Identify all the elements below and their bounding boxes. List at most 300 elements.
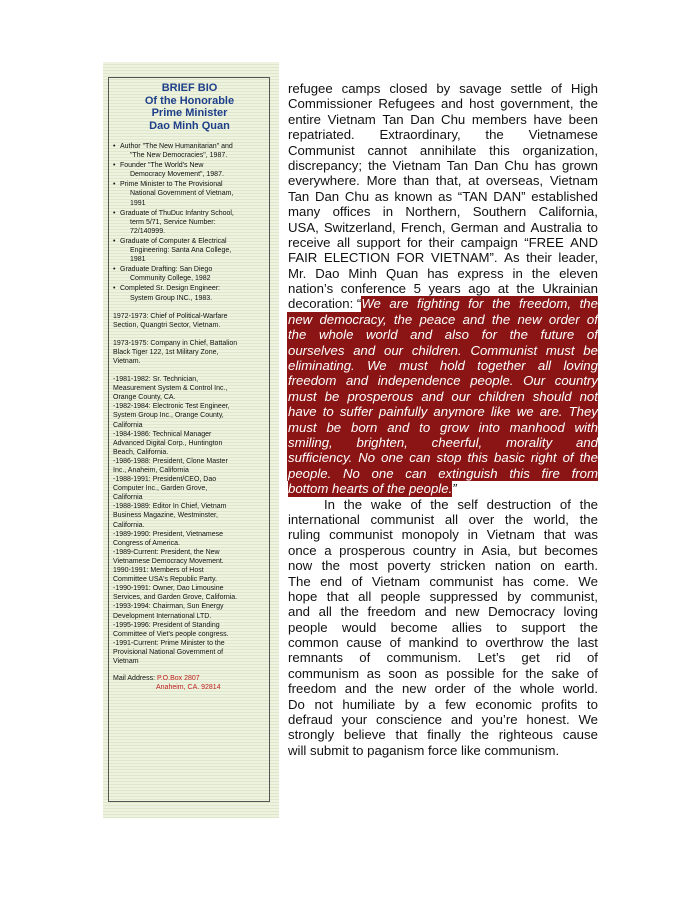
- word: the: [525, 665, 544, 681]
- word: the: [321, 558, 340, 574]
- career-entries: [113, 375, 266, 666]
- word: established: [531, 188, 598, 204]
- word: peace: [419, 311, 456, 327]
- word: now: [288, 558, 313, 574]
- quote-close: ”: [452, 481, 457, 497]
- word: but: [518, 542, 537, 558]
- word: we: [516, 404, 534, 420]
- bio-bullet-item: [113, 237, 266, 264]
- word: to: [419, 419, 431, 435]
- word: country: [412, 542, 457, 558]
- word: the: [485, 127, 504, 143]
- word: sake: [551, 665, 580, 681]
- word: remnants: [288, 650, 343, 666]
- bio-bullet-line: • Founder "The World's New: [120, 162, 204, 170]
- word: basic: [494, 450, 525, 466]
- word: the: [579, 619, 598, 635]
- word: overseas,: [485, 173, 544, 189]
- word: loving: [563, 358, 598, 374]
- word: of: [351, 573, 363, 589]
- career-entry-line: -1990-1991: Owner, Dao Limousine: [113, 585, 224, 593]
- paragraph-1-line: [288, 81, 598, 96]
- word: Mr.: [288, 265, 307, 281]
- quote-line: [287, 358, 598, 373]
- word: the: [504, 511, 524, 527]
- word: children.: [411, 342, 462, 358]
- word: fighting: [417, 296, 460, 312]
- paragraph-1-line: [288, 204, 598, 219]
- word: Asia,: [481, 542, 511, 558]
- word: people: [288, 619, 328, 635]
- word: California,: [538, 204, 598, 220]
- paragraph-1-line: [288, 112, 598, 127]
- word: all: [318, 604, 332, 620]
- career-entry-line: -1988-1989: Editor In Chief, Vietnam: [113, 503, 227, 511]
- word: fire: [541, 465, 560, 481]
- word: Vietnam: [486, 527, 535, 543]
- word: and: [353, 342, 376, 358]
- paragraph-2-line: [288, 666, 598, 681]
- career-entry-line: Committee of Viet's people congress.: [113, 630, 229, 638]
- word: the: [368, 157, 387, 173]
- bio-bullet-line: • Completed Sr. Design Engineer:: [120, 285, 220, 293]
- word: and: [462, 311, 485, 327]
- paragraph-2-line: [288, 712, 598, 727]
- word: of: [550, 81, 562, 96]
- word: Do: [288, 696, 305, 712]
- word: Chu: [441, 111, 466, 127]
- career-entry-line: Computer Inc., Garden Grove,: [113, 485, 208, 493]
- quote-intro-line: [288, 296, 598, 311]
- word: The: [288, 573, 311, 589]
- word: years: [428, 281, 461, 297]
- word: this: [467, 450, 489, 466]
- word: stricken: [440, 558, 486, 574]
- word: hold: [439, 358, 465, 374]
- word: and: [450, 712, 473, 728]
- word: ago: [468, 281, 491, 297]
- quote-text: [361, 296, 598, 311]
- word: DAN”: [493, 188, 526, 204]
- word: grown: [562, 157, 598, 173]
- word: the: [343, 496, 363, 512]
- bio-sidebar: [103, 62, 279, 818]
- career-entry-line: -1984-1986: Technical Manager: [113, 430, 212, 438]
- word: their: [428, 234, 455, 250]
- word: stop: [436, 450, 462, 466]
- word: Democracy: [488, 604, 555, 620]
- word: VIETNAM”.: [430, 250, 498, 266]
- quote-line: [287, 404, 598, 419]
- word: support: [521, 619, 566, 635]
- word: come.: [533, 573, 569, 589]
- word: destruction: [486, 496, 552, 512]
- career-entry-line: Congress of America.: [113, 539, 180, 547]
- word: be: [324, 388, 340, 404]
- word: mankind: [408, 635, 459, 651]
- career-line: Section, Quangtri Sector, Vietnam.: [113, 321, 221, 329]
- word: Vietnam: [549, 173, 598, 189]
- bio-bullet-line: 1981: [130, 256, 146, 264]
- bio-box: [108, 77, 270, 802]
- word: and: [575, 434, 598, 450]
- word: possible: [446, 665, 495, 681]
- quote-line: [287, 389, 598, 404]
- word: not: [314, 696, 333, 712]
- career-entry-line: California: [113, 494, 143, 502]
- word: that: [395, 727, 418, 743]
- word: Commissioner: [288, 96, 373, 112]
- word: We: [578, 573, 598, 589]
- career-line: Black Tiger 122, 1st Military Zone,: [113, 348, 219, 356]
- word: overthrow: [485, 635, 544, 651]
- word: Tan: [446, 157, 469, 173]
- word: members: [471, 111, 527, 127]
- word: smiling,: [288, 434, 333, 450]
- word: whole: [318, 327, 354, 343]
- career-entry-line: -1989-1990: President, Vietnamese: [113, 530, 223, 538]
- word: freedom: [367, 604, 416, 620]
- word: organization,: [522, 142, 598, 158]
- word: must: [545, 342, 575, 358]
- word: on: [540, 558, 555, 574]
- word: of: [473, 681, 485, 697]
- word: in: [382, 204, 394, 220]
- career-entry-line: Services, and Garden Grove, California.: [113, 594, 238, 602]
- word: to: [466, 635, 478, 651]
- word: and: [440, 96, 463, 112]
- word: known: [394, 188, 433, 204]
- word: painfully: [378, 404, 428, 420]
- word: in: [467, 527, 478, 543]
- word: that: [543, 527, 566, 543]
- career-line: 1973-1975: Company in Chief, Battalion: [113, 339, 238, 347]
- quote-line: [287, 373, 598, 388]
- word: like: [490, 404, 511, 420]
- word: No: [358, 450, 376, 466]
- word: “TAN: [457, 188, 488, 204]
- word: Chu: [504, 157, 529, 173]
- paragraph-1-line: [288, 266, 598, 281]
- word: cheerful,: [431, 434, 483, 450]
- career-entry-line: -1982-1984: Electronic Test Engineer,: [113, 403, 230, 411]
- career-entry-line: Beach, California.: [113, 448, 169, 456]
- paragraph-1-line: [288, 143, 598, 158]
- career-entry-line: -1995-1996: President of Standing: [113, 621, 220, 629]
- word: all: [537, 358, 552, 374]
- word: Chu: [344, 188, 370, 204]
- word: Northern,: [405, 204, 461, 220]
- career-entry-line: -1986-1988: President, Clone Master: [113, 457, 228, 465]
- word: and: [344, 681, 367, 697]
- word: become: [390, 619, 438, 635]
- word: all: [336, 234, 351, 250]
- bio-title-line: Dao Minh Quan: [149, 119, 230, 132]
- word: the: [393, 311, 413, 327]
- word: Our: [523, 373, 546, 389]
- word: communist: [429, 573, 494, 589]
- word: world.: [562, 681, 598, 697]
- word: government,: [500, 96, 574, 112]
- word: ruling: [288, 527, 321, 543]
- word: freedom,: [519, 296, 572, 312]
- word: as: [438, 188, 453, 204]
- word: order: [548, 311, 580, 327]
- word: nation’s: [288, 281, 334, 297]
- word: Dan: [314, 188, 340, 204]
- word: They: [568, 404, 598, 420]
- word: No: [342, 465, 360, 481]
- word: independence: [377, 373, 461, 389]
- word: Vietnam: [371, 573, 420, 589]
- word: order: [434, 681, 466, 697]
- mail-po-box: P.O.Box 2807: [156, 675, 200, 683]
- bio-bullet-line: • Graduate of ThuDuc Infantry School,: [120, 209, 234, 217]
- word: More: [366, 173, 397, 189]
- word: In: [324, 496, 335, 512]
- word: Tan: [288, 188, 310, 204]
- paragraph-2-line: [288, 497, 598, 512]
- paragraph-1-line: [288, 189, 598, 204]
- word: poverty: [387, 558, 431, 574]
- word: freedom: [288, 681, 337, 697]
- word: must: [288, 388, 317, 404]
- word: the: [579, 511, 598, 527]
- paragraph-2-line: [288, 635, 598, 650]
- main-article: [288, 81, 598, 758]
- bio-title: [113, 82, 266, 132]
- career-entry-line: Development International LTD.: [113, 612, 212, 620]
- career-entry-line: Orange County, CA.: [113, 394, 176, 402]
- word: together: [477, 358, 526, 374]
- word: as: [366, 665, 381, 681]
- word: of: [359, 650, 371, 666]
- bio-title-line: Prime Minister: [151, 107, 228, 119]
- word: hope: [288, 588, 318, 604]
- word: manhood: [509, 419, 565, 435]
- word: USA,: [288, 219, 319, 235]
- word: Dao: [315, 265, 340, 281]
- bio-title-line: BRIEF BIO: [161, 82, 218, 94]
- word: righteous: [498, 727, 553, 743]
- word: at: [497, 281, 509, 297]
- word: democracy,: [319, 311, 387, 327]
- word: over: [468, 511, 495, 527]
- word: and: [346, 373, 369, 389]
- word: and: [421, 388, 444, 404]
- word: been: [568, 111, 598, 127]
- word: Switzerland,: [323, 219, 396, 235]
- quote-line: [287, 435, 598, 450]
- quote-first-line: [361, 296, 598, 311]
- word: our: [451, 388, 471, 404]
- word: of: [586, 650, 598, 666]
- career-entry-line: California: [113, 421, 143, 429]
- word: sufficiency.: [288, 450, 353, 466]
- career-entry-line: -1993-1994: Chairman, Sun Energy: [113, 603, 224, 611]
- paragraph-1: [288, 81, 598, 296]
- word: cause: [562, 727, 598, 743]
- word: As: [504, 250, 520, 266]
- word: finally: [427, 727, 461, 743]
- word: Let’s: [477, 650, 506, 666]
- word: soon: [388, 665, 417, 681]
- word: refugee: [288, 81, 333, 96]
- word: profits: [541, 696, 578, 712]
- word: and: [288, 604, 311, 620]
- word: people.: [288, 465, 332, 481]
- word: the: [579, 96, 598, 112]
- word: you’re: [481, 712, 518, 728]
- bio-bullet-line: System Group INC., 1983.: [130, 294, 213, 302]
- word: strongly: [288, 727, 335, 743]
- word: into: [478, 419, 500, 435]
- word: world: [366, 327, 398, 343]
- word: anymore: [433, 404, 485, 420]
- paragraph-1-line: [288, 127, 598, 142]
- word: not: [579, 388, 598, 404]
- bio-bullet-line: Engineering: Santa Ana College,: [130, 247, 232, 255]
- career-entry-line: Committee USA's Republic Party.: [113, 576, 217, 584]
- word: campaign: [460, 234, 518, 250]
- word: can: [405, 465, 427, 481]
- word: last: [577, 635, 598, 651]
- bio-bullet-line: Democracy Movement", 1987.: [130, 171, 224, 179]
- word: communism: [288, 665, 360, 681]
- quote-line: [287, 312, 598, 327]
- word: also: [444, 327, 469, 343]
- quote-line: [287, 327, 598, 342]
- word: Ukrainian: [542, 281, 598, 297]
- word: be: [326, 419, 342, 435]
- word: leader,: [558, 250, 598, 266]
- word: of: [586, 311, 598, 327]
- word: humiliate: [342, 696, 396, 712]
- word: Vietnam: [327, 111, 376, 127]
- word: of: [562, 450, 574, 466]
- word: have: [288, 404, 317, 420]
- bio-bullet-item: [113, 180, 266, 207]
- word: all: [358, 588, 372, 604]
- word: by: [436, 81, 451, 96]
- word: prosperous: [347, 388, 414, 404]
- word: becomes: [544, 542, 598, 558]
- word: in: [463, 542, 474, 558]
- paragraph-2-line: [288, 681, 598, 696]
- word: one: [371, 465, 394, 481]
- word: from: [571, 465, 598, 481]
- highlighted-quote: [288, 312, 598, 481]
- word: and: [410, 327, 433, 343]
- word: Vietnamese: [528, 127, 598, 143]
- word: once: [288, 542, 317, 558]
- word: eleven: [559, 265, 598, 281]
- mail-city: Anaheim, CA. 92814: [156, 684, 221, 692]
- word: are: [389, 296, 409, 312]
- career-line: Vietnam.: [113, 357, 141, 365]
- word: discrepancy;: [288, 157, 363, 173]
- word: future: [540, 327, 575, 343]
- word: Communist: [288, 142, 355, 158]
- paragraph-2-line: [288, 558, 598, 573]
- word: than: [403, 173, 430, 189]
- paragraph-1-line: [288, 173, 598, 188]
- word: cannot: [367, 142, 408, 158]
- word: would: [341, 619, 377, 635]
- word: to: [586, 219, 598, 235]
- word: cause: [346, 635, 382, 651]
- word: communist,: [530, 588, 598, 604]
- word: their: [526, 250, 552, 266]
- word: loving: [563, 604, 598, 620]
- bio-achievements-list: [113, 142, 266, 303]
- word: end: [320, 573, 343, 589]
- bio-bullet-line: 72/140999.: [130, 227, 166, 235]
- word: for: [468, 296, 484, 312]
- word: High: [570, 81, 598, 96]
- bio-bullet-line: • Author "The New Humanitarian" and: [120, 143, 233, 150]
- word: this: [489, 142, 510, 158]
- word: We: [367, 358, 387, 374]
- word: people: [380, 588, 421, 604]
- word: savage: [459, 81, 502, 96]
- word: the: [470, 727, 489, 743]
- word: offices: [332, 204, 371, 220]
- word: our: [384, 342, 404, 358]
- paragraph-1-line: [288, 158, 598, 173]
- word: by: [404, 696, 419, 712]
- word: closed: [389, 81, 428, 96]
- word: this: [509, 465, 530, 481]
- word: the: [551, 635, 570, 651]
- word: at: [468, 173, 480, 189]
- word: many: [288, 204, 321, 220]
- word: We: [361, 296, 381, 312]
- paragraph-2-line: [288, 527, 598, 542]
- word: express: [457, 265, 504, 281]
- mail-address: [113, 674, 266, 692]
- quote-last-line: [288, 481, 598, 496]
- word: the: [492, 296, 511, 312]
- word: economic: [475, 696, 532, 712]
- word: most: [349, 558, 378, 574]
- bio-bullet-item: [113, 265, 266, 283]
- paragraph-2-line: [288, 697, 598, 712]
- word: in: [512, 265, 523, 281]
- career-military-2: [113, 339, 266, 366]
- bio-bullet-line: National Government of Vietnam,: [130, 190, 234, 198]
- word: 5: [413, 281, 421, 297]
- word: conference: [340, 281, 407, 297]
- word: must: [398, 358, 428, 374]
- word: of: [586, 327, 598, 343]
- word: born: [351, 419, 378, 435]
- word: of: [410, 496, 422, 512]
- word: repatriated.: [288, 127, 355, 143]
- word: the: [531, 265, 551, 281]
- word: of: [389, 635, 401, 651]
- word: has: [534, 157, 556, 173]
- word: can: [409, 450, 431, 466]
- word: the: [579, 450, 598, 466]
- word: freedom: [288, 373, 337, 389]
- word: Southern: [472, 204, 527, 220]
- word: whole: [519, 681, 555, 697]
- word: right: [530, 450, 557, 466]
- word: host: [469, 96, 495, 112]
- word: the: [288, 327, 307, 343]
- word: conscience: [376, 712, 442, 728]
